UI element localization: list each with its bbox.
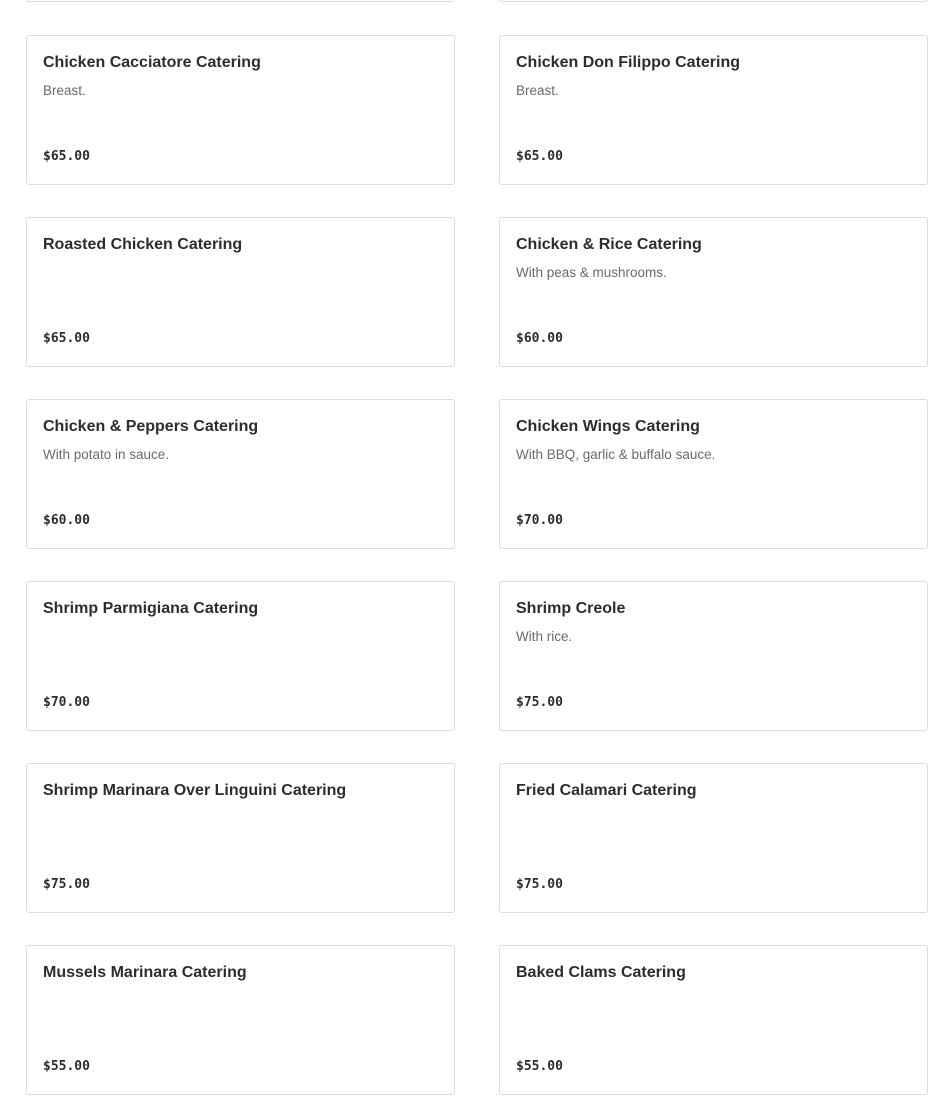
menu-item-card[interactable] — [26, 581, 455, 731]
menu-item-name: Fried Calamari Catering — [516, 782, 697, 799]
menu-item-card-partial[interactable] — [499, 0, 928, 2]
menu-item-name: Shrimp Marinara Over Linguini Catering — [43, 782, 347, 799]
menu-item-description: Breast. — [516, 83, 559, 98]
menu-item-price: $60.00 — [516, 331, 563, 346]
menu-item-name: Chicken & Peppers Catering — [43, 418, 259, 435]
menu-item-price: $75.00 — [516, 877, 563, 892]
menu-item-price: $75.00 — [516, 695, 563, 710]
menu-item-name: Shrimp Creole — [516, 600, 626, 617]
menu-item-card[interactable] — [26, 945, 455, 1095]
menu-item-name: Chicken Don Filippo Catering — [516, 54, 741, 71]
menu-item-card[interactable] — [499, 35, 928, 185]
menu-item-name: Chicken Cacciatore Catering — [43, 54, 261, 71]
menu-item-price: $60.00 — [43, 513, 90, 528]
menu-item-card[interactable] — [499, 945, 928, 1095]
menu-item-name: Mussels Marinara Catering — [43, 964, 247, 981]
menu-item-price: $55.00 — [516, 1059, 563, 1074]
menu-item-card[interactable] — [26, 35, 455, 185]
menu-item-price: $65.00 — [43, 149, 90, 164]
menu-item-description: With peas & mushrooms. — [516, 265, 667, 280]
menu-item-description: With rice. — [516, 629, 573, 644]
menu-item-name: Chicken & Rice Catering — [516, 236, 702, 253]
menu-item-description: With potato in sauce. — [43, 447, 170, 462]
menu-item-name: Roasted Chicken Catering — [43, 236, 243, 253]
menu-item-card[interactable] — [499, 581, 928, 731]
menu-item-card-partial[interactable] — [26, 0, 455, 2]
menu-item-price: $65.00 — [516, 149, 563, 164]
menu-item-price: $70.00 — [43, 695, 90, 710]
menu-item-price: $55.00 — [43, 1059, 90, 1074]
menu-item-card[interactable] — [499, 763, 928, 913]
menu-item-price: $75.00 — [43, 877, 90, 892]
menu-item-card[interactable] — [499, 217, 928, 367]
menu-item-name: Baked Clams Catering — [516, 964, 686, 981]
menu-item-price: $70.00 — [516, 513, 563, 528]
menu-item-name: Chicken Wings Catering — [516, 418, 700, 435]
menu-item-card[interactable] — [26, 399, 455, 549]
menu-item-card[interactable] — [499, 399, 928, 549]
menu-item-description: Breast. — [43, 83, 86, 98]
menu-item-name: Shrimp Parmigiana Catering — [43, 600, 259, 617]
menu-item-card[interactable] — [26, 763, 455, 913]
menu-item-price: $65.00 — [43, 331, 90, 346]
menu-item-description: With BBQ, garlic & buffalo sauce. — [516, 447, 716, 462]
menu-item-card[interactable] — [26, 217, 455, 367]
